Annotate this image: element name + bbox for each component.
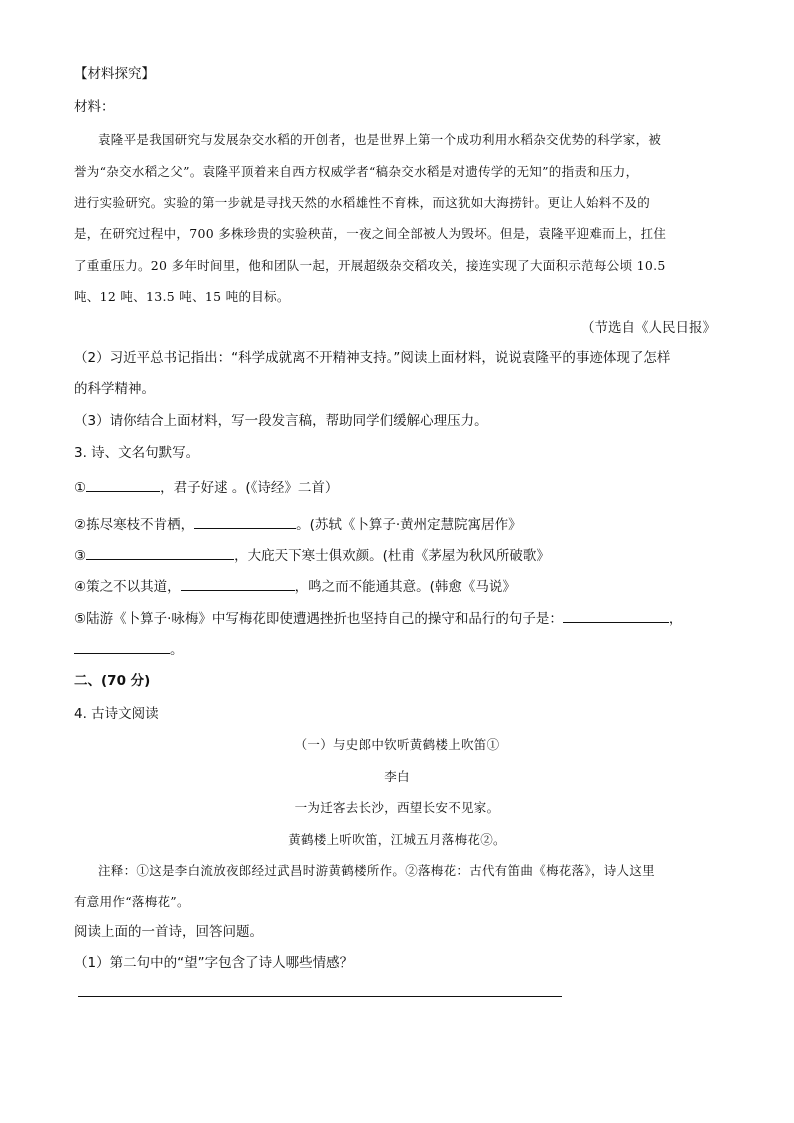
question-3: （3）请你结合上面材料，写一段发言稿，帮助同学们缓解心理压力。: [74, 413, 488, 429]
poem-note-cont: 有意用作“落梅花”。: [74, 894, 190, 909]
answer-blank[interactable]: [194, 514, 296, 529]
source-citation: （节选自《人民日报》: [581, 320, 716, 336]
material-paragraph-line: 袁隆平是我国研究与发展杂交水稻的开创者，也是世界上第一个成功利用水稻杂交优势的科学家，被: [98, 132, 662, 147]
section-material-heading: 【材料探究】: [74, 66, 155, 82]
recitation-item-5-cont: [74, 639, 184, 660]
material-paragraph-line: 了重重压力。20 多年时间里，他和团队一起，开展超级杂交稻攻关，接连实现了大面积示范每公顷 10.5: [74, 258, 666, 273]
answer-line[interactable]: [78, 996, 562, 997]
poem-title: （一）与史郎中钦听黄鹤楼上吹笛①: [294, 737, 500, 752]
poem-line: 一为迁客去长沙，西望长安不见家。: [294, 800, 500, 815]
question-2-cont: 的科学精神。: [74, 381, 155, 397]
item-text: ，: [668, 611, 683, 627]
reading-instruction: 阅读上面的一首诗，回答问题。: [74, 924, 263, 940]
material-paragraph-line: 誉为“杂交水稻之父”。袁隆平顶着来自西方权威学者“稿杂交水稻是对遗传学的无知”的指责和压力，: [74, 164, 639, 179]
material-paragraph-line: 吨、12 吨、13.5 吨、15 吨的目标。: [74, 289, 290, 304]
answer-blank[interactable]: [86, 545, 234, 560]
section-2-heading: 二、(70 分): [74, 673, 151, 689]
answer-blank[interactable]: [563, 608, 669, 623]
recitation-item-2: [74, 514, 522, 535]
recitation-item-1: [74, 477, 338, 498]
material-paragraph-line: 进行实验研究。实验的第一步就是寻找天然的水稻雄性不育株，而这犹如大海捞针。更让人始料不及的: [74, 195, 651, 210]
material-label: 材料：: [74, 99, 115, 115]
item-number: ③: [74, 548, 87, 564]
recitation-item-5: [74, 608, 682, 629]
material-paragraph-line: 是，在研究过程中，700 多株珍贵的实验秧苗，一夜之间全部被人为毁坏。但是，袁隆平迎难而上，扛住: [74, 226, 667, 241]
poem-note: 注释：①这是李白流放夜郎经过武昌时游黄鹤楼所作。②落梅花：古代有笛曲《梅花落》，诗人这里: [98, 863, 655, 878]
item-text: ，大庇天下寒士俱欢颜。(杜甫《茅屋为秋风所破歌》: [234, 548, 550, 564]
item-text: 。(苏轼《卜算子·黄州定慧院寓居作》: [296, 517, 522, 533]
item-text: 。: [170, 642, 184, 658]
question-4-1: （1）第二句中的“望”字包含了诗人哪些情感？: [74, 955, 354, 971]
recitation-item-4: [74, 576, 516, 597]
answer-blank[interactable]: [74, 639, 170, 654]
answer-blank[interactable]: [86, 477, 160, 492]
item-text: ②拣尽寒枝不肯栖，: [74, 517, 195, 533]
recitation-item-3: [74, 545, 550, 566]
poem-author: 李白: [384, 769, 410, 784]
question-2: （2）习近平总书记指出：“科学成就离不开精神支持。”阅读上面材料，说说袁隆平的事迹体现了怎样: [74, 350, 671, 366]
item-text: ，君子好逑 。(《诗经》二首）: [160, 480, 339, 496]
question-4-heading: 4. 古诗文阅读: [74, 706, 159, 722]
item-text: ，鸣之而不能通其意。(韩愈《马说》: [294, 579, 516, 595]
item-text: ⑤陆游《卜算子·咏梅》中写梅花即使遭遇挫折也坚持自己的操守和品行的句子是：: [74, 611, 563, 627]
item-number: ①: [74, 480, 87, 496]
recitation-heading: 3. 诗、文名句默写。: [74, 445, 200, 461]
item-text: ④策之不以其道，: [74, 579, 181, 595]
answer-blank[interactable]: [181, 576, 295, 591]
poem-line: 黄鹤楼上听吹笛，江城五月落梅花②。: [288, 832, 506, 847]
